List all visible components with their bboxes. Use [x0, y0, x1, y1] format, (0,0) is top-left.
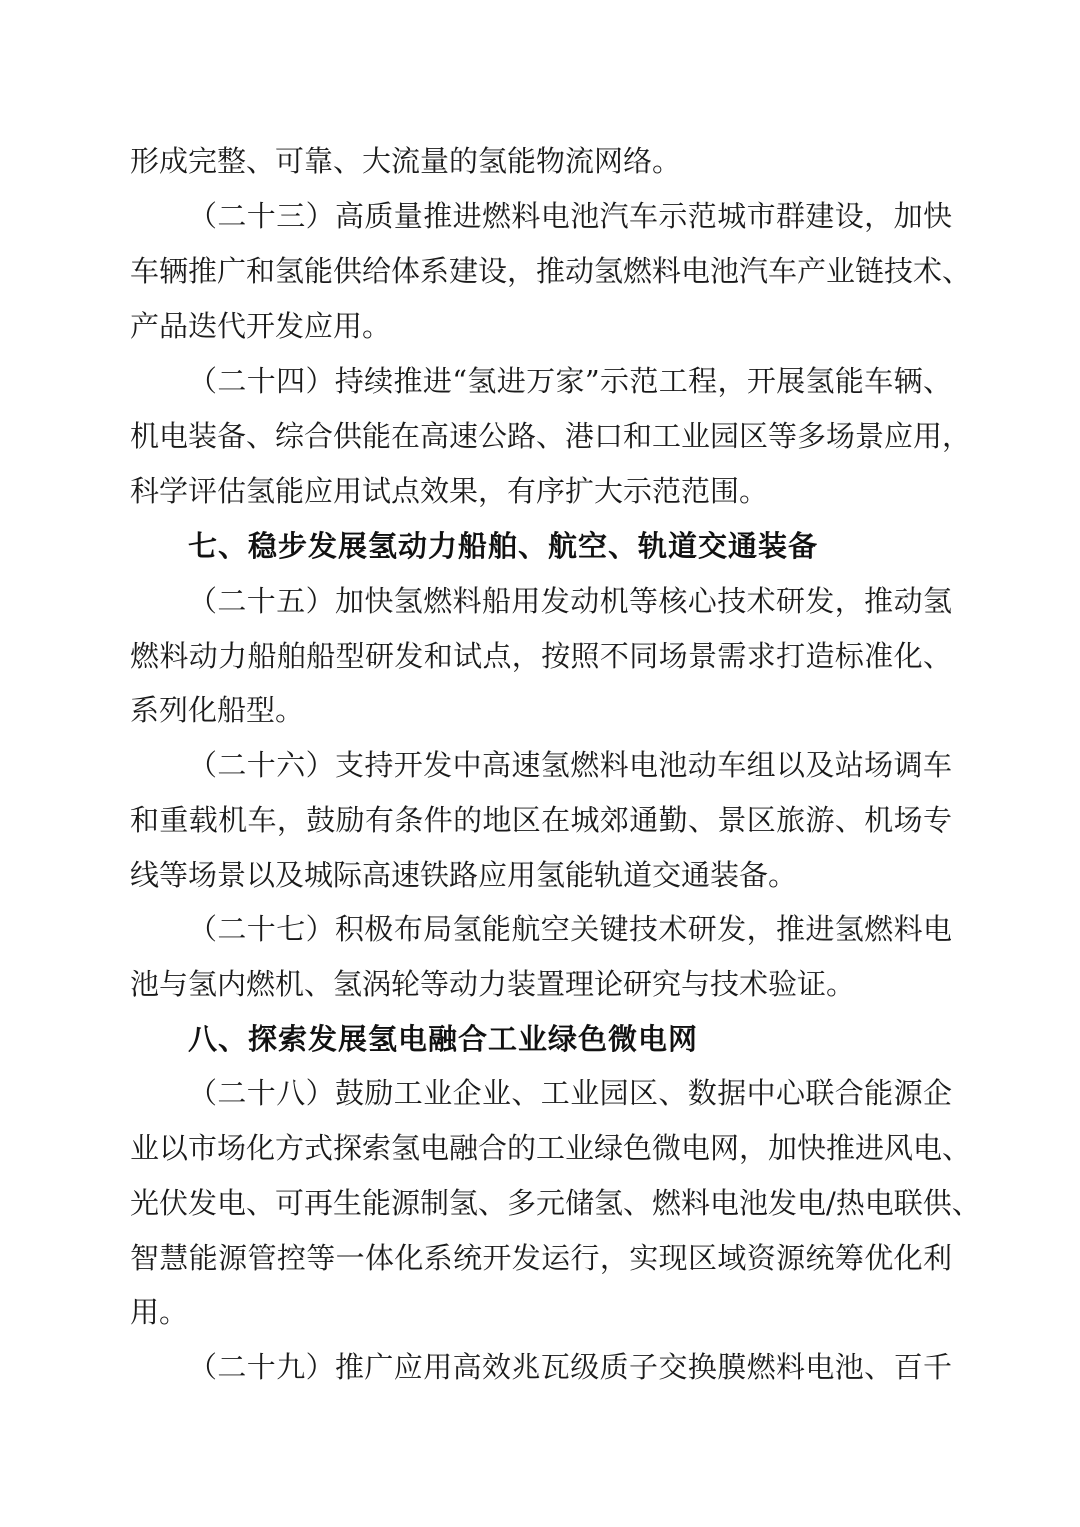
paragraph-25-start: （二十五）加快氢燃料船用发动机等核心技术研发，推动氢: [188, 584, 952, 618]
paragraph-23-start: （二十三）高质量推进燃料电池汽车示范城市群建设，加快: [188, 199, 952, 233]
text-line: 智慧能源管控等一体化系统开发运行，实现区域资源统筹优化利: [130, 1241, 952, 1275]
text-line: 业以市场化方式探索氢电融合的工业绿色微电网，加快推进风电、: [130, 1131, 972, 1165]
text-line: 池与氢内燃机、氢涡轮等动力装置理论研究与技术验证。: [130, 967, 856, 1001]
text-line: 光伏发电、可再生能源制氢、多元储氢、燃料电池发电/热电联供、: [130, 1186, 981, 1220]
text-line: 形成完整、可靠、大流量的氢能物流网络。: [130, 144, 682, 178]
text-line: 科学评估氢能应用试点效果，有序扩大示范范围。: [130, 474, 769, 508]
section-heading-8: 八、探索发展氢电融合工业绿色微电网: [188, 1022, 699, 1056]
text-line: 燃料动力船舶船型研发和试点，按照不同场景需求打造标准化、: [130, 639, 952, 673]
paragraph-24-start: （二十四）持续推进“氢进万家”示范工程，开展氢能车辆、: [188, 364, 952, 398]
text-line: 机电装备、综合供能在高速公路、港口和工业园区等多场景应用，: [130, 419, 972, 453]
text-line: 用。: [130, 1295, 189, 1329]
paragraph-26-start: （二十六）支持开发中高速氢燃料电池动车组以及站场调车: [188, 748, 952, 782]
text-line: 产品迭代开发应用。: [130, 309, 392, 343]
text-line: 系列化船型。: [130, 693, 305, 727]
paragraph-28-start: （二十八）鼓励工业企业、工业园区、数据中心联合能源企: [188, 1076, 952, 1110]
text-line: 线等场景以及城际高速铁路应用氢能轨道交通装备。: [130, 858, 798, 892]
text-line: 车辆推广和氢能供给体系建设，推动氢燃料电池汽车产业链技术、: [130, 254, 972, 288]
section-heading-7: 七、稳步发展氢动力船舶、航空、轨道交通装备: [188, 529, 819, 563]
paragraph-29-start: （二十九）推广应用高效兆瓦级质子交换膜燃料电池、百千: [188, 1350, 952, 1384]
paragraph-27-start: （二十七）积极布局氢能航空关键技术研发，推进氢燃料电: [188, 912, 952, 946]
text-line: 和重载机车，鼓励有条件的地区在城郊通勤、景区旅游、机场专: [130, 803, 952, 837]
